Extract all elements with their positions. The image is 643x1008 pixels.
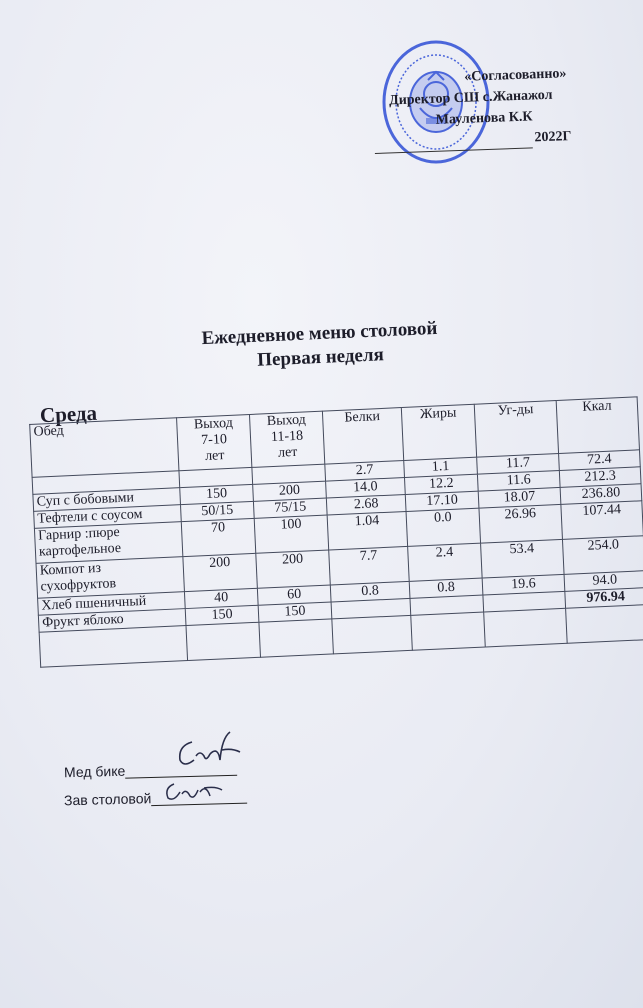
dish-name-cell: Тефтели с соусом	[34, 505, 182, 529]
table-cell: 14.0	[326, 478, 406, 499]
header-cell-kcal: Ккал	[556, 397, 639, 454]
table-cell: 100	[254, 515, 329, 553]
table-cell: 11.7	[477, 453, 560, 474]
header-line: Выход	[266, 412, 307, 430]
dish-name-cell: Хлеб пшеничный	[38, 592, 186, 616]
table-cell: 0.8	[409, 578, 483, 598]
table-cell: 150	[180, 484, 254, 504]
table-cell: 12.2	[404, 474, 478, 494]
header-line: 7-10	[200, 432, 228, 449]
table-cell	[186, 622, 261, 660]
menu-table	[29, 396, 643, 667]
header-cell-yield-7-10	[177, 414, 252, 470]
table-cell: 1.1	[404, 457, 478, 477]
table-cell: 18.07	[478, 487, 561, 508]
table-cell	[566, 605, 643, 644]
table-cell: 26.96	[479, 504, 563, 543]
handwritten-signature-zav	[160, 776, 230, 806]
table-cell: 72.4	[559, 450, 641, 471]
table-cell: 236.80	[560, 484, 642, 505]
table-cell: 150	[185, 605, 259, 625]
table-cell: 254.0	[562, 536, 643, 575]
menu-title-line1: Ежедневное меню столовой	[201, 317, 438, 350]
table-cell: 53.4	[481, 539, 565, 578]
dish-name-cell: Суп с бобовыми	[33, 488, 181, 512]
approval-year: 2022Г	[534, 129, 572, 146]
approval-block	[372, 61, 635, 154]
table-cell: 2.68	[326, 494, 406, 515]
table-cell: 50/15	[180, 501, 254, 521]
table-cell	[259, 619, 334, 657]
table-cell: 212.3	[559, 467, 641, 488]
approval-heading: «Согласованно»	[464, 66, 567, 85]
table-cell: 107.44	[561, 501, 643, 540]
table-cell: 60	[257, 585, 331, 605]
table-cell: 200	[253, 481, 327, 501]
table-cell: 0.8	[330, 581, 410, 602]
table-cell	[332, 615, 413, 654]
table-cell	[411, 612, 486, 650]
table-cell: 1.04	[327, 511, 408, 550]
table-cell: 11.6	[477, 470, 560, 491]
table-cell: 200	[183, 553, 258, 591]
table-cell	[39, 626, 187, 668]
header-line: 11-18	[270, 428, 304, 446]
header-cell-fats: Жиры	[401, 404, 476, 460]
header-line: Выход	[193, 415, 234, 433]
table-cell: 40	[184, 588, 258, 608]
table-cell: 2.7	[325, 461, 405, 482]
table-cell	[484, 608, 568, 647]
table-cell: 200	[256, 550, 331, 588]
signature-med-label: Мед бике	[63, 762, 126, 781]
menu-table-wrap	[28, 370, 643, 667]
header-cell-lunch: Обед	[30, 418, 179, 478]
header-line: лет	[204, 448, 225, 465]
table-cell: 150	[258, 602, 332, 622]
table-cell: 70	[181, 518, 256, 556]
header-cell-yield-11-18	[249, 411, 324, 467]
dish-name-cell: Компот из сухофруктов	[36, 557, 184, 599]
header-cell-proteins: Белки	[322, 408, 403, 465]
approval-name: Мауленова К.К	[435, 109, 533, 128]
table-cell: 17.10	[405, 491, 479, 511]
table-cell: 75/15	[253, 498, 327, 518]
dish-name-cell: Гарнир :пюре картофельное	[34, 522, 182, 564]
day-label: Среда	[39, 400, 98, 428]
approval-director: Директор СШ с.Жанажол	[388, 87, 553, 109]
table-cell: 94.0	[564, 571, 643, 592]
handwritten-signature-med	[170, 726, 250, 776]
menu-title-line2: Первая неделя	[256, 344, 385, 371]
table-cell: 19.6	[482, 574, 565, 595]
dish-name-cell: Фрукт яблоко	[38, 609, 186, 633]
signature-zav-label: Зав столовой	[63, 790, 152, 809]
total-kcal-cell: 976.94	[565, 588, 643, 609]
header-cell-carbs: Уг-ды	[474, 401, 558, 458]
table-cell: 2.4	[408, 543, 483, 581]
header-line: лет	[277, 444, 298, 461]
table-cell: 0.0	[406, 508, 481, 546]
table-cell: 7.7	[329, 546, 410, 585]
